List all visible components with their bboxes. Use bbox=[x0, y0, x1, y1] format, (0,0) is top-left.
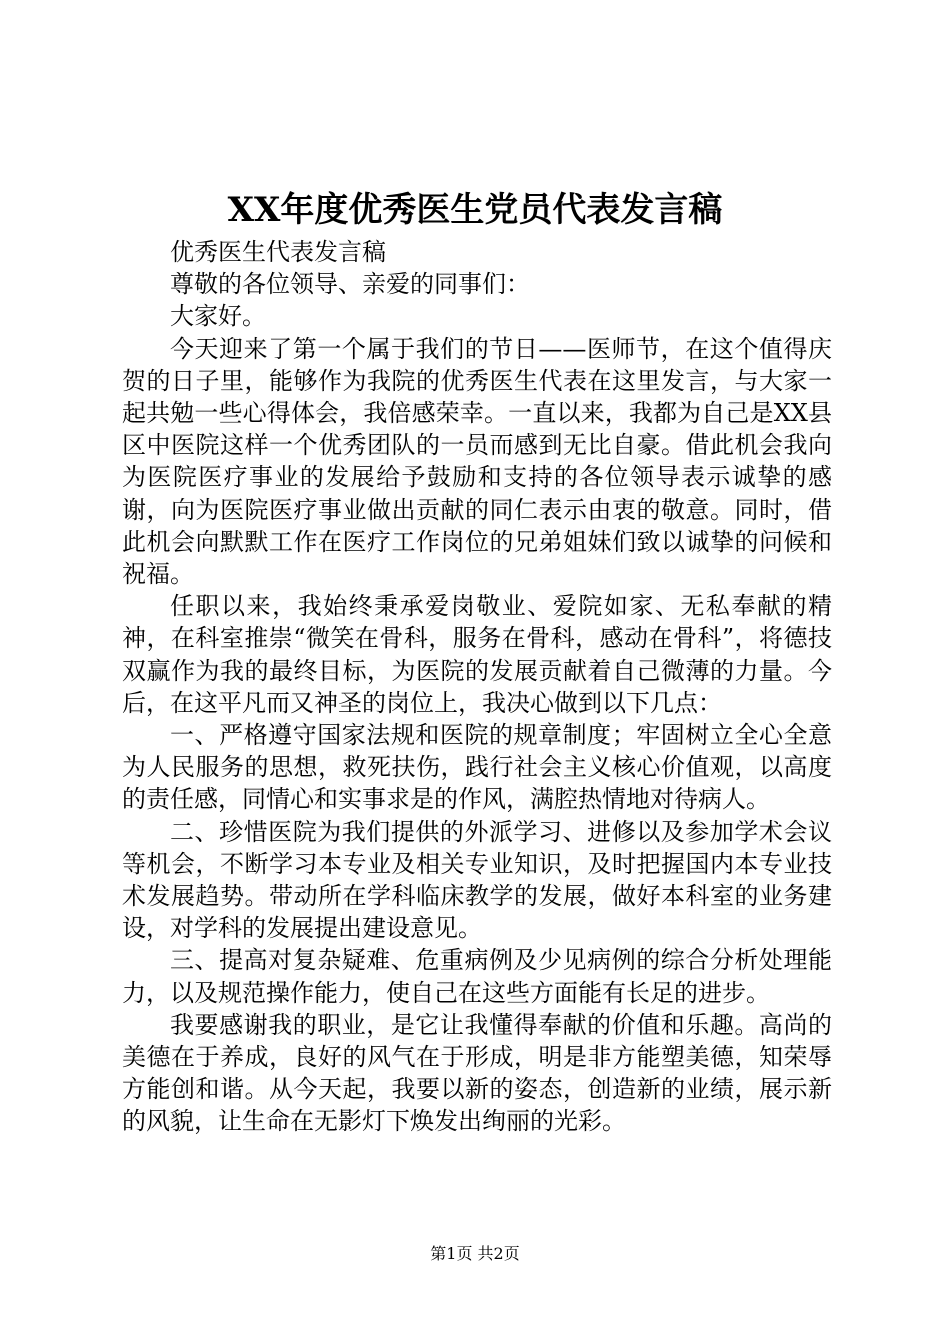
paragraph-point-three: 三、提高对复杂疑难、危重病例及少见病例的综合分析处理能力，以及规范操作能力，使自己在这些方面能有长足的进步。 bbox=[122, 946, 832, 1007]
paragraph-heading: 优秀医生代表发言稿 bbox=[170, 238, 386, 266]
paragraph-point-one: 一、严格遵守国家法规和医院的规章制度；牢固树立全心全意为人民服务的思想，救死扶伤，践行社会主义核心价值观，以高度的责任感，同情心和实事求是的作风，满腔热情地对待病人。 bbox=[122, 721, 832, 814]
document-title: XX年度优秀医生党员代表发言稿 bbox=[227, 190, 723, 230]
paragraph-salutation: 尊敬的各位领导、亲爱的同事们： bbox=[170, 270, 530, 299]
paragraph-closing: 我要感谢我的职业，是它让我懂得奉献的价值和乐趣。高尚的美德在于养成，良好的风气在于形成，明是非方能塑美德，知荣辱方能创和谐。从今天起，我要以新的姿态，创造新的业绩，展示新的风貌，让生命在无影灯下焕发出绚丽的光彩。 bbox=[122, 1010, 832, 1136]
document-body bbox=[122, 236, 832, 1138]
paragraph-intro: 今天迎来了第一个属于我们的节日——医师节，在这个值得庆贺的日子里，能够作为我院的优秀医生代表在这里发言，与大家一起共勉一些心得体会，我倍感荣幸。一直以来，我都为自己是XX县区中医院这样一个优秀团队的一员而感到无比自豪。借此机会我向为医院医疗事业的发展给予鼓励和支持的各位领导表示诚挚的感谢，向为医院医疗事业做出贡献的同仁表示由衷的敬意。同时，借此机会向默默工作在医疗工作岗位的兄弟姐妹们致以诚挚的问候和祝福。 bbox=[122, 334, 832, 589]
paragraph-career: 任职以来，我始终秉承爱岗敬业、爱院如家、无私奉献的精神，在科室推崇“微笑在骨科，服务在骨科，感动在骨科”，将德技双赢作为我的最终目标，为医院的发展贡献着自己微薄的力量。今后，在这平凡而又神圣的岗位上，我决心做到以下几点： bbox=[122, 592, 832, 717]
paragraph-greeting: 大家好。 bbox=[170, 302, 266, 331]
paragraph-point-two: 二、珍惜医院为我们提供的外派学习、进修以及参加学术会议等机会，不断学习本专业及相关专业知识，及时把握国内本专业技术发展趋势。带动所在学科临床教学的发展，做好本科室的业务建设，对学科的发展提出建设意见。 bbox=[122, 817, 832, 943]
page-footer: 第1页 共2页 bbox=[430, 1244, 520, 1263]
